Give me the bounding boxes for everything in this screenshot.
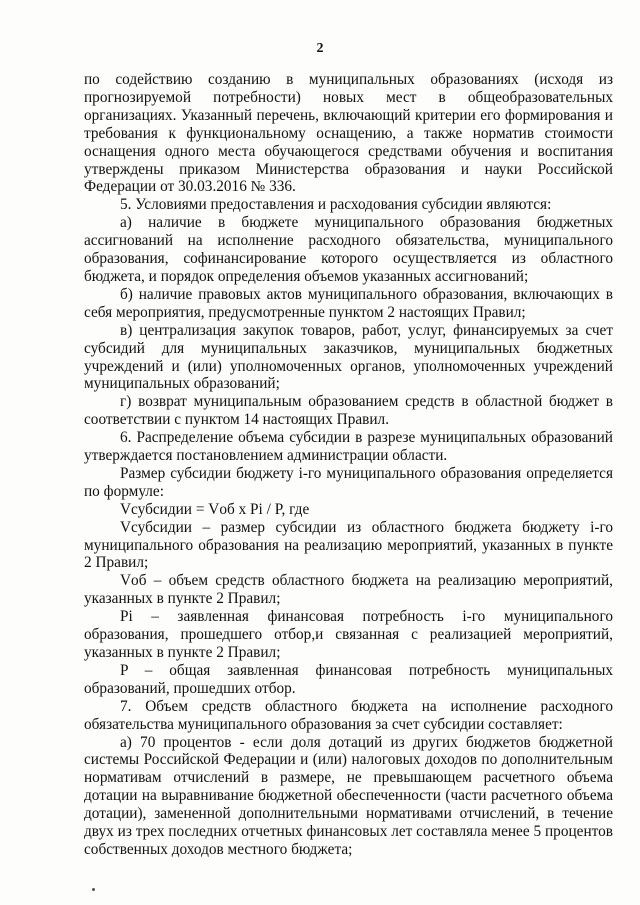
paragraph-def-p: P – общая заявленная финансовая потребность муниципальных образований, прошедших отбор.	[84, 661, 613, 697]
paragraph-clause-5g: г) возврат муниципальным образованием средств в областной бюджет в соответствии с пунктом 14 настоящих Правил.	[84, 393, 613, 429]
paragraph-clause-5: 5. Условиями предоставления и расходования субсидии являются:	[120, 196, 552, 214]
paragraph-continuation: по содействию созданию в муниципальных образованиях (исходя из прогнозируемой потребности) новых мест в общеобразовательных организациях. Указанный перечень, включающий критерии его формирования и требования к функциональному оснащению, а также норматив стоимости оснащения одного места обучающегося средствами обучения и воспитания утверждены приказом Министерства образования и науки Российской Федерации от 30.03.2016 № 336.	[84, 71, 613, 196]
paragraph-formula: Vсубсидии = Vоб x Pi / P, где	[120, 500, 310, 518]
paragraph-def-vsubsidii: Vсубсидии – размер субсидии из областного бюджета бюджету i-го муниципального образования на реализацию мероприятий, указанных в пункте 2 Правил;	[84, 518, 613, 572]
page-number: 2	[316, 41, 324, 56]
paragraph-def-vob: Vоб – объем средств областного бюджета на реализацию мероприятий, указанных в пункте 2 Правил;	[84, 572, 613, 608]
scan-dot	[92, 888, 95, 891]
paragraph-clause-6: 6. Распределение объема субсидии в разрезе муниципальных образований утверждается постановлением администрации области.	[84, 429, 613, 465]
document-body	[84, 71, 613, 859]
paragraph-clause-7: 7. Объем средств областного бюджета на исполнение расходного обязательства муниципального образования за счет субсидии составляет:	[84, 697, 613, 733]
paragraph-clause-5b: б) наличие правовых актов муниципального образования, включающих в себя мероприятия, предусмотренные пунктом 2 настоящих Правил;	[84, 285, 613, 321]
paragraph-clause-5v: в) централизация закупок товаров, работ, услуг, финансируемых за счет субсидий для муниципальных заказчиков, муниципальных бюджетных учреждений и (или) уполномоченных органов, уполномоченных учреждений муниципальных образований;	[84, 321, 613, 393]
paragraph-formula-intro: Размер субсидии бюджету i-го муниципального образования определяется по формуле:	[84, 464, 613, 500]
paragraph-clause-7a: а) 70 процентов - если доля дотаций из других бюджетов бюджетной системы Российской Федерации и (или) налоговых доходов по дополнительным нормативам отчислений в размере, не превышающем расчетного объема дотации на выравнивание бюджетной обеспеченности (части расчетного объема дотации), замененной дополнительными нормативами отчислений, в течение двух из трех последних отчетных финансовых лет составляла менее 5 процентов собственных доходов местного бюджета;	[84, 733, 613, 858]
paragraph-def-pi: Pi – заявленная финансовая потребность i-го муниципального образования, прошедшего отбор,и связанная с реализацией мероприятий, указанных в пункте 2 Правил;	[84, 608, 613, 661]
paragraph-clause-5a: а) наличие в бюджете муниципального образования бюджетных ассигнований на исполнение расходного обязательства, муниципального образования, софинансирование которого осуществляется из областного бюджета, и порядок определения объемов указанных ассигнований;	[84, 214, 613, 285]
